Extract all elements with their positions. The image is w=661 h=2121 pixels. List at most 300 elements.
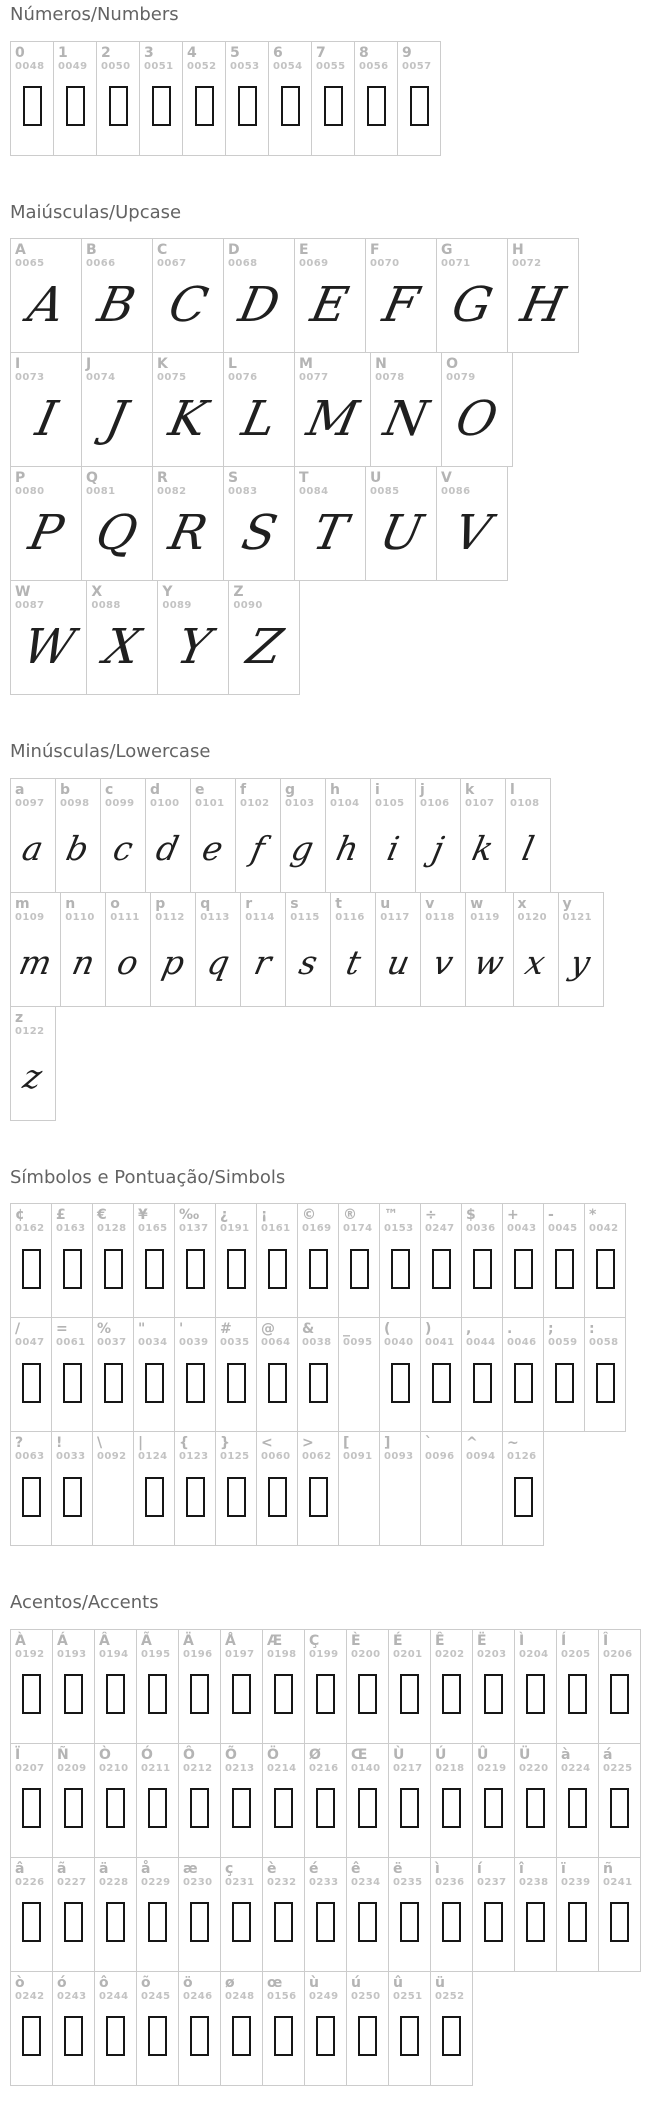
glyph-cell	[256, 1431, 298, 1546]
glyph-cell	[182, 41, 226, 156]
glyph-cell-labels	[162, 584, 191, 612]
glyph-char-label: ;	[548, 1321, 554, 1338]
glyph-cell-labels	[15, 1747, 44, 1775]
glyph-cell-labels	[183, 1747, 212, 1775]
glyph-cell-labels	[91, 584, 120, 612]
glyph-cell	[325, 778, 371, 893]
glyph-cell-labels	[138, 1435, 167, 1463]
notdef-box-icon	[596, 1363, 615, 1403]
glyph-code-label: 0123	[179, 1451, 209, 1463]
glyph-code-label: 0065	[15, 258, 45, 270]
glyph-char-label: p	[155, 895, 166, 912]
glyph-cell-labels	[58, 45, 87, 73]
glyph-char-label: O	[446, 356, 459, 373]
glyph-cell-labels	[183, 1861, 212, 1889]
glyph-char-label: ]	[384, 1435, 391, 1452]
glyph-code-label: 0206	[603, 1649, 633, 1661]
glyph-preview: f	[247, 828, 269, 868]
glyph-cell	[465, 892, 513, 1007]
glyph-char-label: õ	[141, 1974, 151, 1991]
glyph-cell	[514, 1743, 557, 1858]
glyph-cell	[388, 1971, 431, 2086]
glyph-cell-labels	[466, 1321, 495, 1349]
glyph-code-label: 0078	[375, 372, 405, 384]
glyph-cell-labels	[510, 782, 539, 810]
glyph-preview: Z	[241, 618, 287, 675]
glyph-char-label: i	[375, 781, 380, 798]
glyph-cell-labels	[138, 1207, 167, 1235]
glyph-preview: o	[114, 942, 143, 982]
glyph-char-label: €	[97, 1207, 107, 1224]
notdef-box-icon	[64, 1902, 83, 1942]
glyph-table	[10, 1203, 625, 1546]
glyph-code-label: 0227	[57, 1877, 87, 1889]
notdef-box-icon	[148, 1788, 167, 1828]
glyph-code-label: 0088	[91, 600, 121, 612]
glyph-preview: H	[516, 276, 570, 333]
notdef-box-icon	[104, 1363, 123, 1403]
notdef-box-icon	[268, 1249, 287, 1289]
glyph-cell-labels	[200, 896, 229, 924]
glyph-code-label: 0199	[309, 1649, 339, 1661]
notdef-box-icon	[514, 1363, 533, 1403]
glyph-cell-labels	[375, 782, 404, 810]
glyph-code-label: 0079	[446, 372, 476, 384]
glyph-code-label: 0055	[316, 60, 346, 72]
glyph-code-label: 0108	[510, 797, 540, 809]
glyph-char-label: z	[15, 1009, 24, 1026]
glyph-cell-labels	[302, 1435, 331, 1463]
glyph-cell	[262, 1629, 305, 1744]
glyph-preview: p	[158, 942, 189, 982]
glyph-code-label: 0094	[466, 1451, 496, 1463]
glyph-cell-labels	[15, 45, 44, 73]
glyph-code-label: 0230	[183, 1877, 213, 1889]
glyph-cell-labels	[183, 1633, 212, 1661]
glyph-code-label: 0051	[144, 60, 174, 72]
notdef-box-icon	[432, 1363, 451, 1403]
notdef-box-icon	[23, 86, 42, 126]
notdef-box-icon	[367, 86, 386, 126]
glyph-char-label: }	[220, 1435, 230, 1452]
glyph-cell-labels	[86, 356, 115, 384]
section-numbers	[10, 4, 651, 156]
glyph-cell-labels	[519, 1747, 548, 1775]
glyph-code-label: 0225	[603, 1763, 633, 1775]
glyph-code-label: 0084	[299, 486, 329, 498]
glyph-code-label: 0217	[393, 1763, 423, 1775]
glyph-cell	[174, 1203, 216, 1318]
glyph-code-label: 0033	[56, 1451, 86, 1463]
glyph-cell	[280, 778, 326, 893]
glyph-cell	[262, 1971, 305, 2086]
glyph-code-label: 0233	[309, 1877, 339, 1889]
glyph-char-label: 3	[144, 44, 154, 61]
glyph-cell	[388, 1743, 431, 1858]
glyph-code-label: 0198	[267, 1649, 297, 1661]
glyph-cell-labels	[15, 242, 44, 270]
glyph-cell	[81, 238, 153, 353]
glyph-cell-labels	[380, 896, 409, 924]
glyph-code-label: 0247	[425, 1223, 455, 1235]
glyph-char-label: å	[141, 1860, 151, 1877]
glyph-code-label: 0045	[548, 1223, 578, 1235]
glyph-cell-labels	[240, 782, 269, 810]
glyph-code-label: 0202	[435, 1649, 465, 1661]
glyph-cell	[10, 352, 82, 467]
glyph-cell	[330, 892, 376, 1007]
glyph-cell-labels	[425, 1207, 454, 1235]
glyph-char-label: A	[15, 242, 26, 259]
glyph-preview: x	[522, 942, 550, 982]
glyph-char-label: h	[330, 781, 340, 798]
glyph-preview: K	[164, 390, 212, 447]
notdef-box-icon	[400, 1674, 419, 1714]
glyph-cell	[150, 892, 196, 1007]
notdef-box-icon	[227, 1249, 246, 1289]
notdef-box-icon	[145, 1363, 164, 1403]
glyph-code-label: 0156	[267, 1991, 297, 2003]
glyph-code-label: 0242	[15, 1991, 45, 2003]
glyph-row	[10, 580, 578, 695]
glyph-code-label: 0072	[512, 258, 542, 270]
glyph-cell-labels	[273, 45, 302, 73]
glyph-char-label: Œ	[351, 1746, 368, 1763]
section-upcase	[10, 202, 651, 696]
glyph-code-label: 0075	[157, 372, 187, 384]
glyph-char-label: á	[603, 1746, 613, 1763]
notdef-box-icon	[186, 1363, 205, 1403]
glyph-cell	[461, 1431, 503, 1546]
glyph-row	[10, 1431, 625, 1546]
glyph-code-label: 0048	[15, 60, 45, 72]
glyph-code-label: 0226	[15, 1877, 45, 1889]
glyph-code-label: 0161	[261, 1223, 291, 1235]
glyph-cell	[346, 1629, 389, 1744]
notdef-box-icon	[22, 1788, 41, 1828]
glyph-cell-labels	[477, 1747, 506, 1775]
glyph-char-label: :	[589, 1321, 595, 1338]
notdef-box-icon	[190, 2016, 209, 2056]
glyph-code-label: 0104	[330, 797, 360, 809]
glyph-cell-labels	[99, 1975, 128, 2003]
glyph-code-label: 0091	[343, 1451, 373, 1463]
glyph-row	[10, 466, 578, 581]
glyph-char-label: /	[15, 1321, 21, 1338]
glyph-code-label: 0238	[519, 1877, 549, 1889]
glyph-char-label: e	[195, 781, 205, 798]
glyph-cell-labels	[57, 1633, 86, 1661]
glyph-cell	[513, 892, 559, 1007]
glyph-cell-labels	[393, 1861, 422, 1889]
glyph-cell	[346, 1857, 389, 1972]
glyph-char-label: à	[561, 1746, 571, 1763]
glyph-cell	[220, 1971, 263, 2086]
glyph-char-label: ï	[561, 1860, 566, 1877]
notdef-box-icon	[473, 1249, 492, 1289]
glyph-code-label: 0124	[138, 1451, 168, 1463]
glyph-preview: i	[383, 828, 403, 868]
glyph-cell-labels	[267, 1861, 296, 1889]
notdef-box-icon	[484, 1674, 503, 1714]
glyph-char-label: Q	[86, 470, 98, 487]
glyph-cell-labels	[519, 1633, 548, 1661]
glyph-cell-labels	[470, 896, 499, 924]
glyph-cell-labels	[15, 1010, 44, 1038]
glyph-code-label: 0064	[261, 1337, 291, 1349]
glyph-cell	[10, 1743, 53, 1858]
glyph-cell	[297, 1431, 339, 1546]
glyph-cell	[584, 1317, 626, 1432]
glyph-char-label: l	[510, 781, 515, 798]
notdef-box-icon	[274, 1674, 293, 1714]
notdef-box-icon	[63, 1363, 82, 1403]
glyph-cell	[297, 1203, 339, 1318]
glyph-char-label: ©	[302, 1207, 316, 1224]
glyph-preview: P	[23, 504, 69, 561]
glyph-cell-labels	[101, 45, 130, 73]
glyph-cell	[52, 1743, 95, 1858]
glyph-cell-labels	[563, 896, 592, 924]
glyph-cell-labels	[86, 470, 115, 498]
glyph-cell-labels	[228, 356, 257, 384]
glyph-preview: l	[518, 828, 538, 868]
section-lowercase	[10, 741, 651, 1121]
glyph-cell	[304, 1743, 347, 1858]
glyph-cell	[10, 41, 54, 156]
glyph-char-label: Â	[99, 1632, 110, 1649]
glyph-code-label: 0119	[470, 911, 500, 923]
glyph-cell	[472, 1629, 515, 1744]
glyph-cell	[441, 352, 513, 467]
glyph-code-label: 0058	[589, 1337, 619, 1349]
glyph-char-label: Û	[477, 1746, 489, 1763]
glyph-code-label: 0068	[228, 258, 258, 270]
glyph-preview: S	[236, 504, 282, 561]
glyph-cell-labels	[384, 1435, 413, 1463]
glyph-code-label: 0081	[86, 486, 116, 498]
notdef-box-icon	[555, 1363, 574, 1403]
glyph-cell	[338, 1203, 380, 1318]
glyph-cell-labels	[370, 242, 399, 270]
glyph-cell	[10, 1006, 56, 1121]
glyph-code-label: 0089	[162, 600, 192, 612]
notdef-box-icon	[358, 1902, 377, 1942]
glyph-cell	[10, 892, 61, 1007]
glyph-preview: q	[203, 942, 234, 982]
glyph-char-label: ì	[435, 1860, 440, 1877]
glyph-char-label: V	[441, 470, 452, 487]
glyph-char-label: Ø	[309, 1746, 321, 1763]
glyph-cell-labels	[15, 1633, 44, 1661]
glyph-char-label: Ö	[267, 1746, 279, 1763]
glyph-cell	[136, 1857, 179, 1972]
glyph-code-label: 0053	[230, 60, 260, 72]
glyph-code-label: 0047	[15, 1337, 45, 1349]
glyph-cell	[190, 778, 236, 893]
glyph-cell	[338, 1317, 380, 1432]
glyph-row	[10, 352, 578, 467]
glyph-code-label: 0237	[477, 1877, 507, 1889]
glyph-cell	[136, 1743, 179, 1858]
glyph-cell	[53, 41, 97, 156]
glyph-cell-labels	[261, 1321, 290, 1349]
glyph-char-label: j	[420, 781, 425, 798]
glyph-code-label: 0109	[15, 911, 45, 923]
notdef-box-icon	[274, 1902, 293, 1942]
notdef-box-icon	[232, 1788, 251, 1828]
glyph-char-label: Ñ	[57, 1746, 69, 1763]
glyph-cell	[133, 1203, 175, 1318]
glyph-cell-labels	[359, 45, 388, 73]
glyph-cell-labels	[375, 356, 404, 384]
glyph-char-label: ®	[343, 1207, 357, 1224]
glyph-code-label: 0246	[183, 1991, 213, 2003]
glyph-preview: w	[471, 942, 508, 982]
glyph-code-label: 0056	[359, 60, 389, 72]
glyph-cell-labels	[15, 1321, 44, 1349]
section-symbols	[10, 1167, 651, 1547]
glyph-char-label: n	[65, 895, 76, 912]
glyph-char-label: Z	[233, 584, 244, 601]
glyph-code-label: 0174	[343, 1223, 373, 1235]
glyph-code-label: 0061	[56, 1337, 86, 1349]
glyph-char-label: 2	[101, 44, 111, 61]
glyph-cell-labels	[179, 1435, 208, 1463]
notdef-box-icon	[227, 1363, 246, 1403]
glyph-char-label: ?	[15, 1435, 24, 1452]
glyph-cell-labels	[15, 1207, 44, 1235]
glyph-char-label: ™	[384, 1207, 398, 1224]
notdef-box-icon	[63, 1477, 82, 1517]
glyph-cell-labels	[56, 1321, 85, 1349]
notdef-box-icon	[22, 1363, 41, 1403]
glyph-cell-labels	[261, 1207, 290, 1235]
glyph-cell	[430, 1857, 473, 1972]
notdef-box-icon	[316, 2016, 335, 2056]
glyph-code-label: 0113	[200, 911, 230, 923]
glyph-code-label: 0070	[370, 258, 400, 270]
glyph-cell-labels	[179, 1207, 208, 1235]
glyph-cell	[225, 41, 269, 156]
notdef-box-icon	[568, 1902, 587, 1942]
glyph-char-label: ê	[351, 1860, 361, 1877]
notdef-box-icon	[106, 1674, 125, 1714]
glyph-cell-labels	[466, 1435, 495, 1463]
glyph-cell-labels	[290, 896, 319, 924]
glyph-cell	[379, 1317, 421, 1432]
glyph-cell	[556, 1857, 599, 1972]
glyph-char-label: r	[245, 895, 253, 912]
notdef-box-icon	[64, 1788, 83, 1828]
glyph-char-label: ø	[225, 1974, 235, 1991]
glyph-code-label: 0252	[435, 1991, 465, 2003]
glyph-code-label: 0209	[57, 1763, 87, 1775]
glyph-cell	[415, 778, 461, 893]
glyph-cell-labels	[425, 1321, 454, 1349]
glyph-char-label: ^	[466, 1435, 478, 1452]
glyph-char-label: ò	[15, 1974, 25, 1991]
glyph-code-label: 0041	[425, 1337, 455, 1349]
glyph-cell	[379, 1431, 421, 1546]
glyph-preview: j	[428, 828, 448, 868]
notdef-box-icon	[106, 1902, 125, 1942]
glyph-char-label: a	[15, 781, 25, 798]
glyph-code-label: 0073	[15, 372, 45, 384]
glyph-code-label: 0229	[141, 1877, 171, 1889]
glyph-char-label: Ô	[183, 1746, 195, 1763]
glyph-cell	[215, 1431, 257, 1546]
glyph-char-label: (	[384, 1321, 391, 1338]
glyph-preview: v	[429, 942, 457, 982]
glyph-code-label: 0234	[351, 1877, 381, 1889]
glyph-cell-labels	[343, 1207, 372, 1235]
glyph-cell	[10, 1629, 53, 1744]
section-title: Acentos/Accents	[10, 1592, 159, 1614]
glyph-code-label: 0241	[603, 1877, 633, 1889]
glyph-cell	[268, 41, 312, 156]
glyph-cell-labels	[56, 1207, 85, 1235]
glyph-cell-labels	[402, 45, 431, 73]
notdef-box-icon	[309, 1363, 328, 1403]
glyph-code-label: 0037	[97, 1337, 127, 1349]
glyph-cell-labels	[384, 1207, 413, 1235]
glyph-code-label: 0076	[228, 372, 258, 384]
glyph-code-label: 0194	[99, 1649, 129, 1661]
glyph-cell	[397, 41, 441, 156]
glyph-code-label: 0244	[99, 1991, 129, 2003]
glyph-cell-labels	[245, 896, 274, 924]
glyph-preview: s	[295, 942, 321, 982]
glyph-cell	[139, 41, 183, 156]
glyph-row	[10, 892, 603, 1007]
glyph-cell	[10, 1431, 52, 1546]
glyph-cell	[370, 778, 416, 893]
glyph-char-label: !	[56, 1435, 63, 1452]
glyph-cell-labels	[477, 1861, 506, 1889]
glyph-cell	[10, 580, 87, 695]
glyph-cell-labels	[603, 1747, 632, 1775]
glyph-cell-labels	[351, 1633, 380, 1661]
notdef-box-icon	[148, 1902, 167, 1942]
notdef-box-icon	[190, 1902, 209, 1942]
glyph-cell	[81, 352, 153, 467]
glyph-char-label: É	[393, 1632, 403, 1649]
glyph-cell	[543, 1203, 585, 1318]
glyph-char-label: [	[343, 1435, 350, 1452]
glyph-char-label: è	[267, 1860, 277, 1877]
glyph-cell	[338, 1431, 380, 1546]
glyph-code-label: 0203	[477, 1649, 507, 1661]
notdef-box-icon	[555, 1249, 574, 1289]
glyph-cell	[346, 1743, 389, 1858]
glyph-cell-labels	[446, 356, 475, 384]
glyph-code-label: 0192	[15, 1649, 45, 1661]
glyph-char-label: Å	[225, 1632, 236, 1649]
glyph-code-label: 0207	[15, 1763, 45, 1775]
glyph-code-label: 0193	[57, 1649, 87, 1661]
glyph-char-label: 9	[402, 44, 412, 61]
glyph-preview: R	[163, 504, 213, 561]
glyph-cell	[388, 1857, 431, 1972]
glyph-preview: y	[567, 942, 595, 982]
glyph-cell	[174, 1317, 216, 1432]
glyph-code-label: 0212	[183, 1763, 213, 1775]
glyph-cell-labels	[309, 1747, 338, 1775]
glyph-cell	[86, 580, 158, 695]
glyph-cell-labels	[435, 1633, 464, 1661]
glyph-cell-labels	[393, 1975, 422, 2003]
